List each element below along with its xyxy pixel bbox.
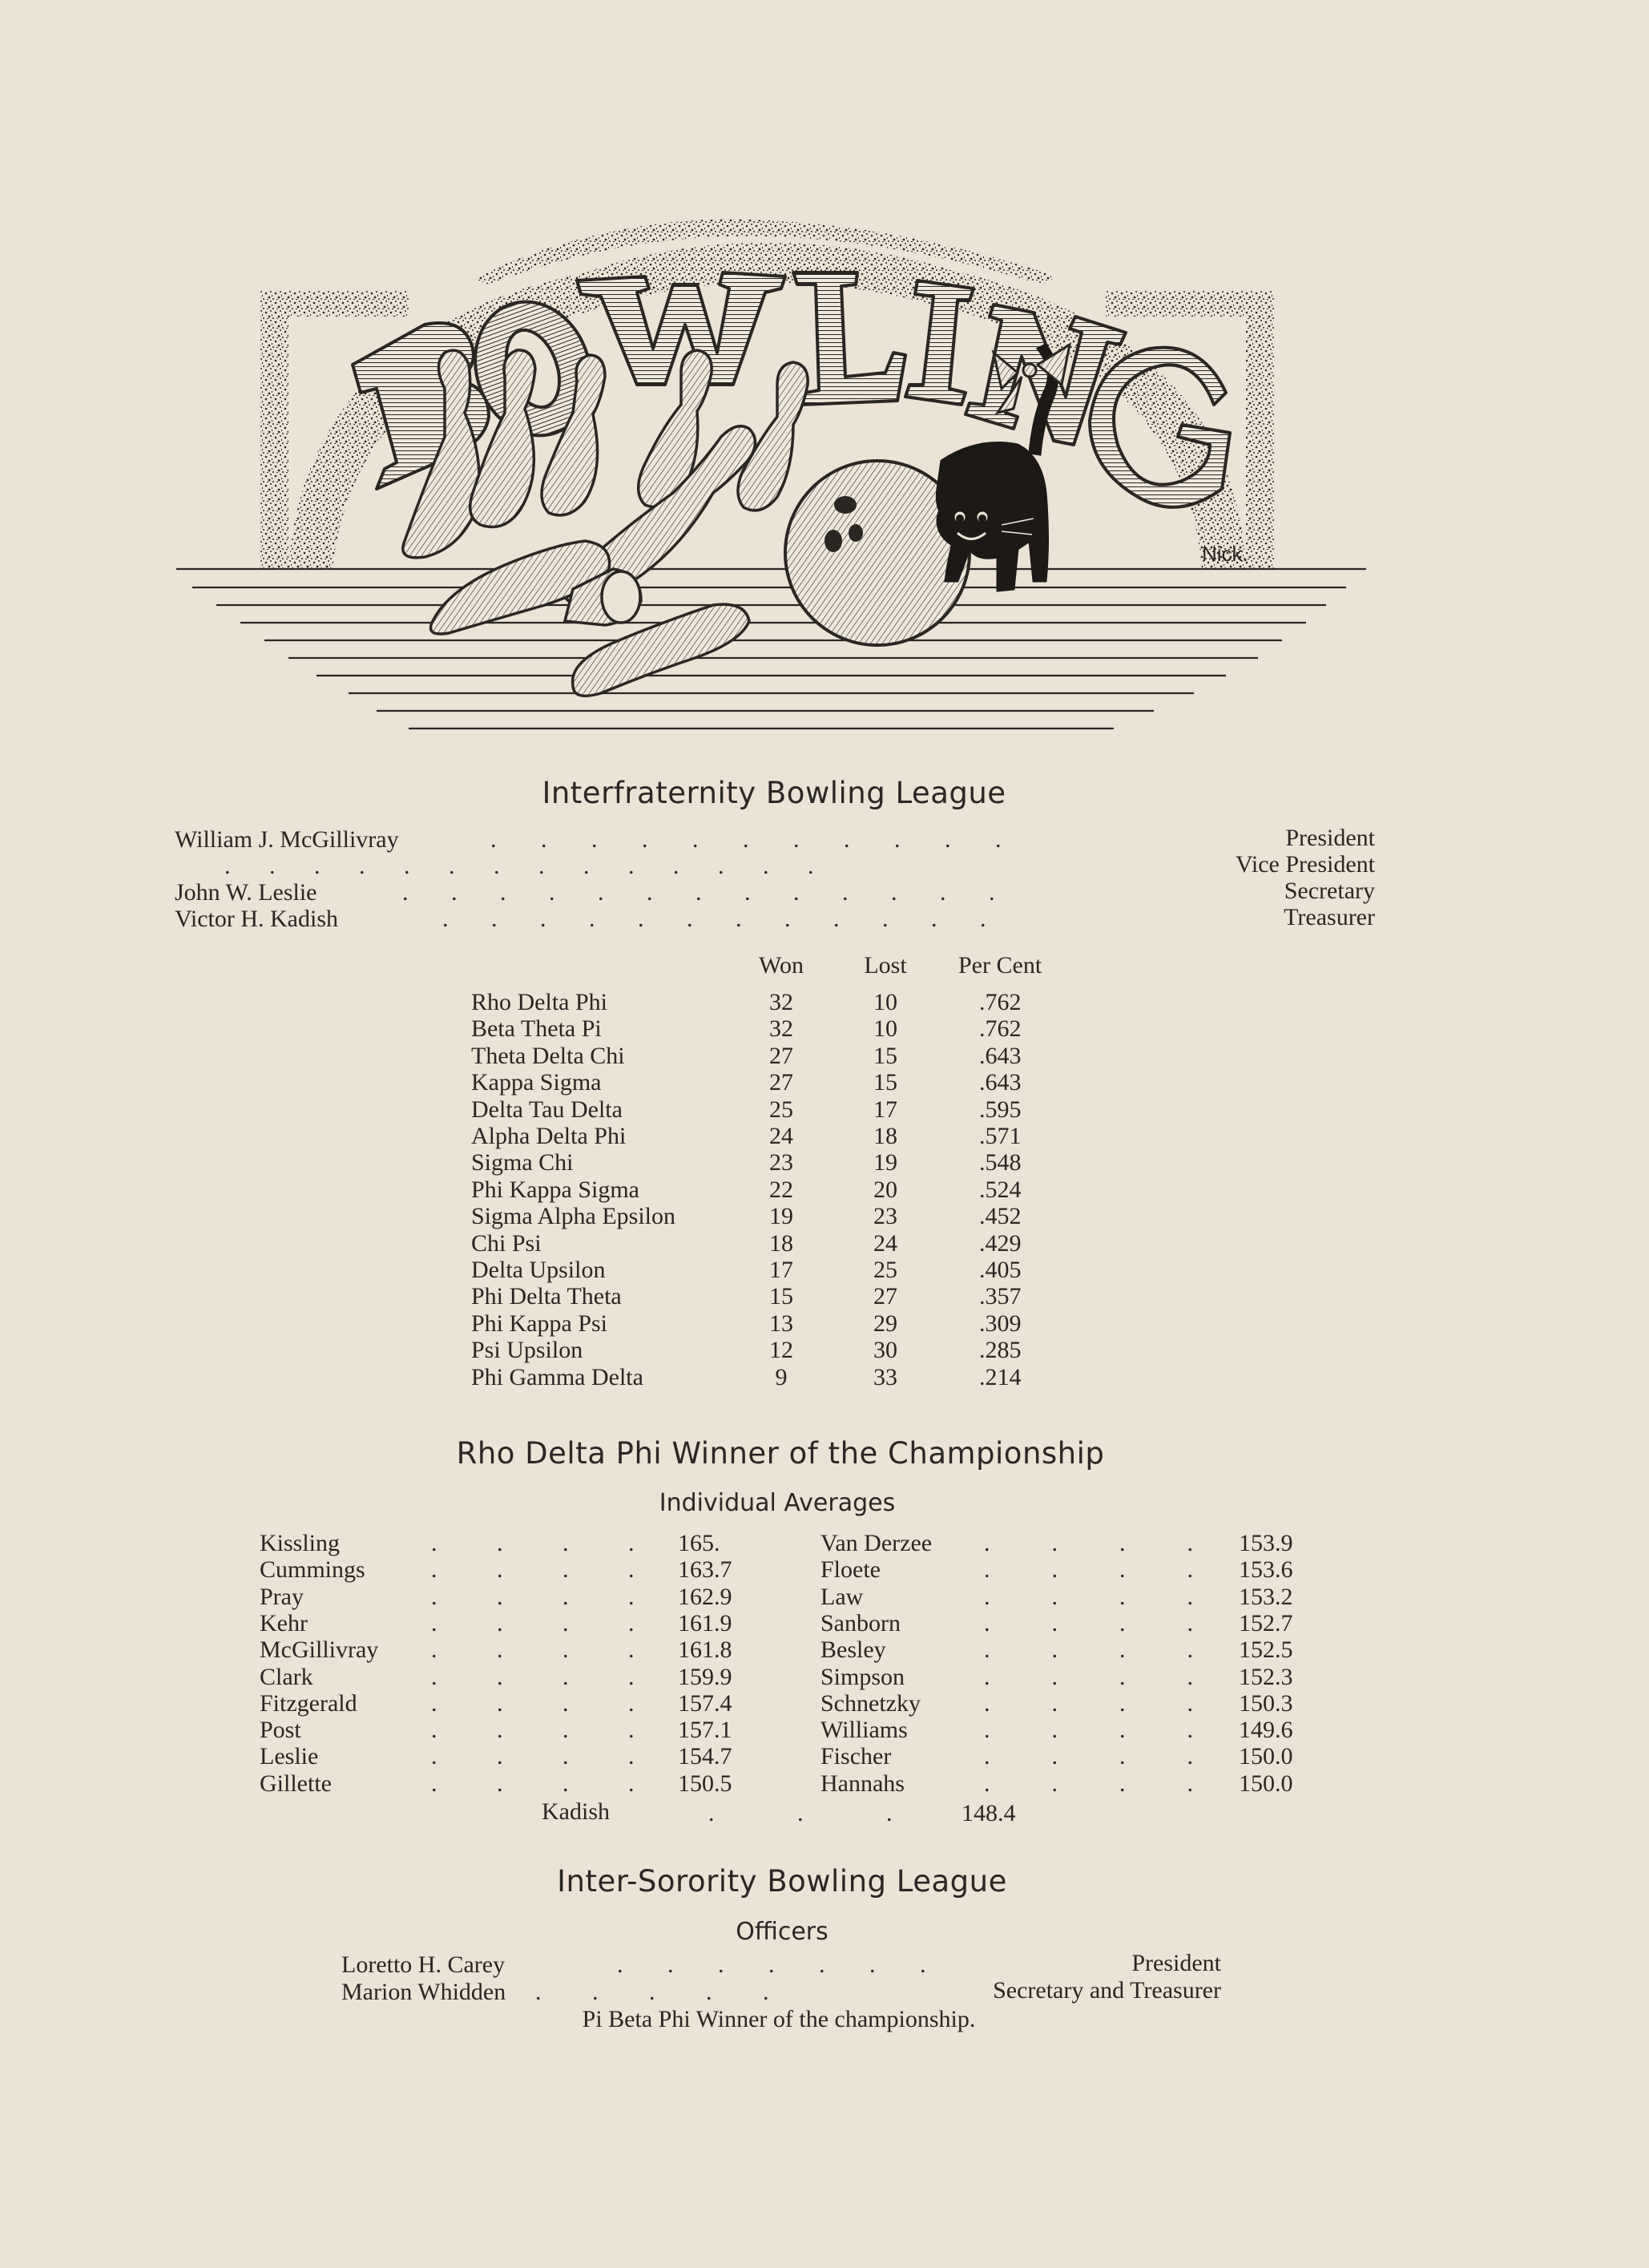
dot-leader: . . . . . . . . . . . . . [402, 879, 995, 906]
dot-leader: . . . . [431, 1530, 635, 1556]
average-name: Gillette [260, 1770, 332, 1797]
average-name: Fischer [820, 1743, 892, 1770]
average-value: 153.9 [1239, 1530, 1293, 1556]
team-lost: 23 [873, 1203, 897, 1230]
team-name: Chi Psi [471, 1229, 542, 1257]
average-value: 152.7 [1239, 1609, 1293, 1636]
column-header-lost: Lost [864, 952, 907, 979]
dot-leader: . . . . [431, 1609, 635, 1636]
sorority-winner-note: Pi Beta Phi Winner of the championship. [582, 2006, 976, 2032]
team-name: Kappa Sigma [471, 1069, 602, 1096]
dot-leader: . . . . . [535, 1979, 769, 2005]
average-value: 154.7 [678, 1743, 732, 1770]
average-name: Post [260, 1717, 301, 1744]
bowling-illustration [168, 204, 1370, 733]
average-value: 149.6 [1239, 1717, 1293, 1744]
dot-leader: . . . . [431, 1583, 635, 1610]
officer-name-president: William J. McGillivray [175, 826, 399, 853]
dot-leader: . . . . [431, 1636, 635, 1664]
average-name: Fitzgerald [260, 1689, 357, 1717]
dot-leader: . . . . . . . [617, 1951, 926, 1978]
average-value: 163.7 [678, 1556, 732, 1584]
team-lost: 10 [873, 989, 897, 1015]
interfraternity-title: Interfraternity Bowling League [542, 776, 1006, 810]
team-won: 22 [769, 1176, 793, 1203]
average-value: 150.5 [678, 1770, 732, 1797]
average-name: Besley [820, 1636, 886, 1664]
team-won: 18 [769, 1229, 793, 1257]
team-name: Phi Gamma Delta [471, 1363, 643, 1390]
team-won: 32 [769, 989, 793, 1015]
team-name: Delta Tau Delta [471, 1096, 623, 1123]
average-value: 161.8 [678, 1636, 732, 1664]
dot-leader: . . . . [984, 1717, 1193, 1744]
dot-leader: . . . . [431, 1717, 635, 1744]
team-name: Sigma Alpha Epsilon [471, 1203, 675, 1230]
team-per-cent: .357 [979, 1283, 1022, 1310]
team-won: 25 [769, 1096, 793, 1123]
team-lost: 29 [873, 1310, 897, 1337]
team-per-cent: .452 [979, 1203, 1022, 1230]
sorority-officer-name-secretary: Marion Whidden [341, 1979, 506, 2005]
team-name: Theta Delta Chi [471, 1042, 625, 1069]
team-per-cent: .214 [979, 1363, 1022, 1390]
team-lost: 10 [873, 1015, 897, 1043]
dot-leader: . . . . [431, 1770, 635, 1797]
dot-leader: . . . . [984, 1663, 1193, 1690]
team-name: Beta Theta Pi [471, 1015, 602, 1043]
average-value: 157.1 [678, 1717, 732, 1744]
team-won: 9 [775, 1363, 788, 1390]
average-name: Sanborn [820, 1609, 901, 1636]
average-value: 165. [678, 1530, 720, 1556]
officer-name-treasurer: Victor H. Kadish [175, 906, 338, 932]
average-name: Simpson [820, 1663, 905, 1690]
team-lost: 27 [873, 1283, 897, 1310]
team-won: 27 [769, 1069, 793, 1096]
dot-leader: . . . . . . . . . . . [490, 826, 1002, 853]
average-value: 150.3 [1239, 1689, 1293, 1717]
floor-lines [176, 569, 1366, 728]
inter-sorority-title: Inter-Sorority Bowling League [557, 1864, 1007, 1899]
officer-name-secretary: John W. Leslie [175, 879, 317, 906]
officer-role-secretary: Secretary [1284, 878, 1375, 904]
officer-role-treasurer: Treasurer [1284, 904, 1375, 930]
team-per-cent: .643 [979, 1042, 1022, 1069]
individual-averages-title: Individual Averages [659, 1489, 896, 1517]
team-name: Phi Kappa Sigma [471, 1176, 639, 1203]
team-lost: 19 [873, 1149, 897, 1176]
team-per-cent: .285 [979, 1337, 1022, 1364]
team-per-cent: .643 [979, 1069, 1022, 1096]
team-won: 23 [769, 1149, 793, 1176]
team-per-cent: .405 [979, 1257, 1022, 1283]
team-lost: 20 [873, 1176, 897, 1203]
team-lost: 25 [873, 1257, 897, 1283]
team-per-cent: .309 [979, 1310, 1022, 1337]
team-per-cent: .571 [979, 1123, 1022, 1149]
average-name: Clark [260, 1663, 313, 1690]
dot-leader: . . . . . . . . . . . . . . [224, 853, 814, 879]
average-name: Cummings [260, 1556, 365, 1584]
sorority-officers-title: Officers [736, 1918, 829, 1946]
team-name: Phi Kappa Psi [471, 1310, 608, 1337]
team-lost: 15 [873, 1069, 897, 1096]
team-lost: 24 [873, 1229, 897, 1257]
artist-signature: Nick. [1202, 542, 1248, 566]
column-header-won: Won [759, 952, 804, 979]
average-name: Kissling [260, 1530, 341, 1556]
team-won: 15 [769, 1283, 793, 1310]
average-value: 150.0 [1239, 1770, 1293, 1797]
sorority-officer-name-president: Loretto H. Carey [341, 1951, 506, 1978]
officer-role-vice-president: Vice President [1236, 851, 1375, 878]
officer-role-president: President [1285, 825, 1375, 851]
average-name-last: Kadish [542, 1798, 610, 1825]
team-name: Sigma Chi [471, 1149, 574, 1176]
average-name: Floete [820, 1556, 881, 1584]
team-lost: 17 [873, 1096, 897, 1123]
dot-leader: . . . . . . . . . . . . [442, 906, 986, 932]
team-lost: 15 [873, 1042, 897, 1069]
dot-leader: . . . . [984, 1689, 1193, 1717]
team-per-cent: .429 [979, 1229, 1022, 1257]
average-value: 161.9 [678, 1609, 732, 1636]
team-won: 32 [769, 1015, 793, 1043]
team-name: Psi Upsilon [471, 1337, 583, 1364]
team-lost: 30 [873, 1337, 897, 1364]
team-won: 17 [769, 1257, 793, 1283]
dot-leader: . . . . [431, 1743, 635, 1770]
average-value: 152.5 [1239, 1636, 1293, 1664]
dot-leader: . . . . [431, 1689, 635, 1717]
average-name: Hannahs [820, 1770, 905, 1797]
average-name: Van Derzee [820, 1530, 933, 1556]
team-name: Phi Delta Theta [471, 1283, 622, 1310]
average-value: 152.3 [1239, 1663, 1293, 1690]
team-won: 13 [769, 1310, 793, 1337]
dot-leader: . . . . [984, 1556, 1193, 1584]
team-won: 27 [769, 1042, 793, 1069]
sorority-officer-role-president: President [1131, 1950, 1221, 1976]
average-value: 150.0 [1239, 1743, 1293, 1770]
team-per-cent: .762 [979, 989, 1022, 1015]
average-name: McGillivray [260, 1636, 379, 1664]
average-value: 162.9 [678, 1583, 732, 1610]
team-name: Alpha Delta Phi [471, 1123, 627, 1149]
average-value: 159.9 [678, 1663, 732, 1690]
team-per-cent: .548 [979, 1149, 1022, 1176]
bowling-pins [403, 350, 808, 696]
average-value-last: 148.4 [962, 1800, 1016, 1826]
team-lost: 33 [873, 1363, 897, 1390]
dot-leader: . . . . [984, 1583, 1193, 1610]
team-won: 12 [769, 1337, 793, 1364]
average-value: 157.4 [678, 1689, 732, 1717]
team-won: 24 [769, 1123, 793, 1149]
sorority-officer-role-secretary: Secretary and Treasurer [993, 1977, 1221, 2004]
dot-leader: . . . . [984, 1609, 1193, 1636]
average-name: Law [820, 1583, 864, 1610]
average-name: Leslie [260, 1743, 319, 1770]
team-per-cent: .595 [979, 1096, 1022, 1123]
column-header-per-cent: Per Cent [958, 952, 1042, 979]
team-per-cent: .524 [979, 1176, 1022, 1203]
team-name: Rho Delta Phi [471, 989, 607, 1015]
dot-leader: . . . . [984, 1636, 1193, 1664]
average-value: 153.2 [1239, 1583, 1293, 1610]
average-name: Schnetzky [820, 1689, 921, 1717]
average-value: 153.6 [1239, 1556, 1293, 1584]
average-name: Pray [260, 1583, 304, 1610]
dot-leader: . . . . [984, 1530, 1193, 1556]
team-lost: 18 [873, 1123, 897, 1149]
team-name: Delta Upsilon [471, 1257, 606, 1283]
team-won: 19 [769, 1203, 793, 1230]
dot-leader: . . . . [984, 1770, 1193, 1797]
dot-leader: . . . . [431, 1663, 635, 1690]
average-name: Kehr [260, 1609, 308, 1636]
dot-leader: . . . . [431, 1556, 635, 1584]
championship-title: Rho Delta Phi Winner of the Championship [456, 1436, 1105, 1471]
dot-leader: . . . [708, 1800, 893, 1826]
team-per-cent: .762 [979, 1015, 1022, 1043]
dot-leader: . . . . [984, 1743, 1193, 1770]
average-name: Williams [820, 1717, 908, 1744]
